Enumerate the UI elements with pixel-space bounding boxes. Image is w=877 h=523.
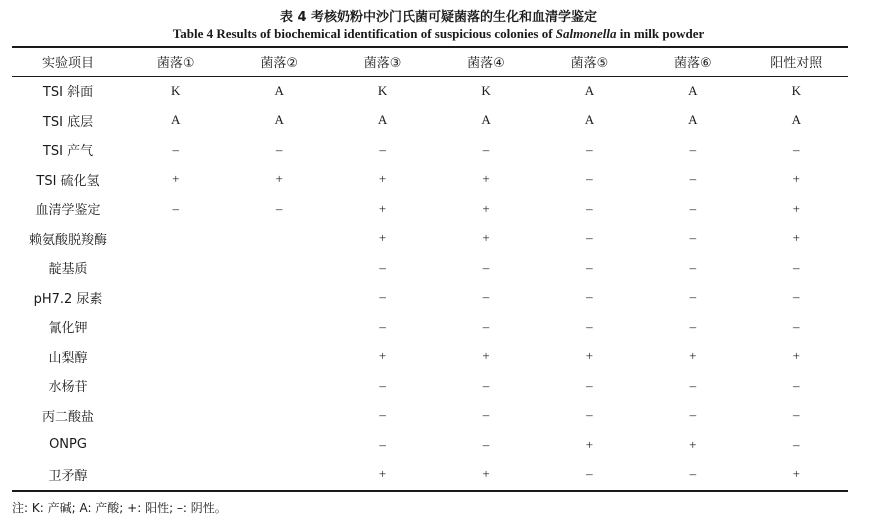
table-cell: – xyxy=(793,377,800,393)
table-cell xyxy=(124,253,227,283)
table-cell: – xyxy=(689,466,697,482)
row-label: TSI 产气 xyxy=(42,144,94,160)
table-note: 注: K: 产碱; A: 产酸; +: 阳性; –: 阴性。 xyxy=(12,501,227,515)
table-row xyxy=(12,283,848,313)
column-header-7: 阳性对照 xyxy=(770,56,823,71)
column-header-5: 菌落⑤ xyxy=(570,56,609,71)
table-cell: + xyxy=(585,436,594,452)
table-cell: K xyxy=(377,82,388,98)
table-row xyxy=(12,106,848,136)
table-row xyxy=(12,430,848,460)
table-cell: – xyxy=(482,318,490,334)
table-row xyxy=(12,135,848,165)
table-cell xyxy=(227,371,330,401)
table-cell: A xyxy=(688,82,698,98)
table-cell: – xyxy=(689,318,697,334)
row-label: 靛基质 xyxy=(48,262,88,278)
column-header-3: 菌落③ xyxy=(363,56,402,71)
table-cell: – xyxy=(689,407,697,423)
table-cell xyxy=(124,430,227,460)
table-cell: + xyxy=(792,171,800,187)
row-label: TSI 斜面 xyxy=(42,85,94,101)
table-cell: – xyxy=(172,200,179,216)
table-cell: + xyxy=(378,348,387,364)
table-cell: + xyxy=(792,200,800,216)
table-cell: – xyxy=(586,289,593,305)
table-cell: – xyxy=(586,466,593,482)
header-row xyxy=(12,47,848,76)
row-label: 丙二酸盐 xyxy=(42,409,95,425)
row-label: 赖氨酸脱羧酶 xyxy=(29,232,108,248)
table-cell: K xyxy=(481,82,491,98)
row-label: 血清学鉴定 xyxy=(35,203,101,219)
table-cell: + xyxy=(482,348,490,364)
table-cell: – xyxy=(379,436,386,452)
table-cell: + xyxy=(482,230,490,246)
table-cell: + xyxy=(378,171,387,187)
table-cell: – xyxy=(379,407,386,423)
table-cell xyxy=(227,401,330,431)
title-en-suffix: in milk powder xyxy=(616,26,705,41)
table-cell xyxy=(227,430,330,460)
table-cell: K xyxy=(171,82,181,98)
title-en-italic: Salmonella xyxy=(555,26,617,41)
table-cell: + xyxy=(689,348,697,364)
table-cell: – xyxy=(482,407,490,423)
table-cell xyxy=(227,253,330,283)
table-cell: A xyxy=(688,112,698,128)
table-cell: + xyxy=(275,171,283,187)
table-cell: – xyxy=(793,318,800,334)
table-cell: A xyxy=(171,112,181,128)
table-cell: – xyxy=(689,230,697,246)
table-cell: – xyxy=(379,377,386,393)
table-cell: K xyxy=(791,82,801,98)
table-cell: + xyxy=(172,171,180,187)
bottom-rule xyxy=(12,490,848,492)
row-label: 卫矛醇 xyxy=(48,468,88,484)
table-cell: – xyxy=(689,377,697,393)
table-cell: + xyxy=(482,466,490,482)
table-cell: – xyxy=(586,377,593,393)
table-row xyxy=(12,371,848,401)
column-header-item: 实验项目 xyxy=(42,56,95,71)
table-cell: A xyxy=(274,112,284,128)
table-cell: A xyxy=(481,112,491,128)
table-cell: – xyxy=(275,141,283,157)
table-cell xyxy=(227,224,330,254)
table-cell: + xyxy=(792,230,800,246)
table-cell: – xyxy=(379,289,386,305)
table-cell xyxy=(124,224,227,254)
table-cell: + xyxy=(689,436,697,452)
table-cell: – xyxy=(586,171,593,187)
table-cell: – xyxy=(379,259,386,275)
table-row xyxy=(12,76,848,106)
table-cell: – xyxy=(482,377,490,393)
table-cell: + xyxy=(378,466,387,482)
column-header-2: 菌落② xyxy=(260,56,298,71)
table-cell: + xyxy=(378,230,387,246)
table-cell: + xyxy=(792,466,800,482)
table-cell: – xyxy=(172,141,179,157)
table-title-cn: 表 4 考核奶粉中沙门氏菌可疑菌落的生化和血清学鉴定 xyxy=(279,10,598,25)
table-cell: – xyxy=(482,436,490,452)
table-cell: + xyxy=(378,200,387,216)
row-label: TSI 底层 xyxy=(42,114,94,130)
column-header-1: 菌落① xyxy=(156,56,195,71)
title-en-prefix: Table 4 Results of biochemical identification of suspicious colonies of xyxy=(172,26,556,41)
table-title-en xyxy=(0,26,877,42)
table-cell xyxy=(124,312,227,342)
table-cell: – xyxy=(793,289,800,305)
table-cell xyxy=(227,460,330,490)
table-body xyxy=(12,76,848,489)
table-cell: – xyxy=(586,318,593,334)
table-row xyxy=(12,165,848,195)
row-label: 氰化钾 xyxy=(48,321,88,337)
table-cell xyxy=(227,312,330,342)
table-cell: – xyxy=(586,200,593,216)
table-cell xyxy=(124,342,227,372)
table-cell: – xyxy=(379,318,386,334)
row-label: TSI 硫化氢 xyxy=(36,173,100,189)
row-label: 水杨苷 xyxy=(48,380,88,396)
table-cell: A xyxy=(584,112,595,128)
table-row xyxy=(12,401,848,431)
row-label: ONPG xyxy=(49,437,87,453)
table-cell: – xyxy=(689,289,697,305)
table-cell: A xyxy=(791,112,801,128)
table-cell: – xyxy=(793,259,800,275)
column-header-4: 菌落④ xyxy=(467,56,505,71)
table-cell: – xyxy=(793,407,800,423)
row-label: pH7.2 尿素 xyxy=(33,291,103,307)
table-cell: – xyxy=(586,259,593,275)
table-cell: + xyxy=(482,200,490,216)
table-row xyxy=(12,253,848,283)
table-row xyxy=(12,460,848,490)
table-cell: – xyxy=(689,171,697,187)
table-cell xyxy=(124,460,227,490)
table-cell: + xyxy=(792,348,800,364)
table-cell: – xyxy=(586,141,593,157)
table-cell: A xyxy=(377,112,388,128)
table-row xyxy=(12,194,848,224)
results-table xyxy=(12,47,848,489)
table-cell xyxy=(227,342,330,372)
table-cell xyxy=(124,401,227,431)
table-cell: – xyxy=(793,141,800,157)
column-header-6: 菌落⑥ xyxy=(674,56,712,71)
table-cell: + xyxy=(585,348,594,364)
table-row xyxy=(12,224,848,254)
table-cell: – xyxy=(793,436,800,452)
table-cell xyxy=(124,371,227,401)
table-cell: – xyxy=(482,289,490,305)
table-cell: A xyxy=(584,82,595,98)
table-cell: + xyxy=(482,171,490,187)
table-cell: – xyxy=(689,200,697,216)
table-cell: – xyxy=(482,259,490,275)
table-row xyxy=(12,342,848,372)
table-cell: – xyxy=(586,407,593,423)
table-cell xyxy=(124,283,227,313)
table-cell: – xyxy=(586,230,593,246)
table-cell: – xyxy=(275,200,283,216)
table-cell: – xyxy=(689,141,697,157)
table-cell: – xyxy=(689,259,697,275)
table-cell xyxy=(227,283,330,313)
table-cell: – xyxy=(379,141,386,157)
table-cell: – xyxy=(482,141,490,157)
table-cell: A xyxy=(274,82,284,98)
table-row xyxy=(12,312,848,342)
row-label: 山梨醇 xyxy=(48,350,88,366)
